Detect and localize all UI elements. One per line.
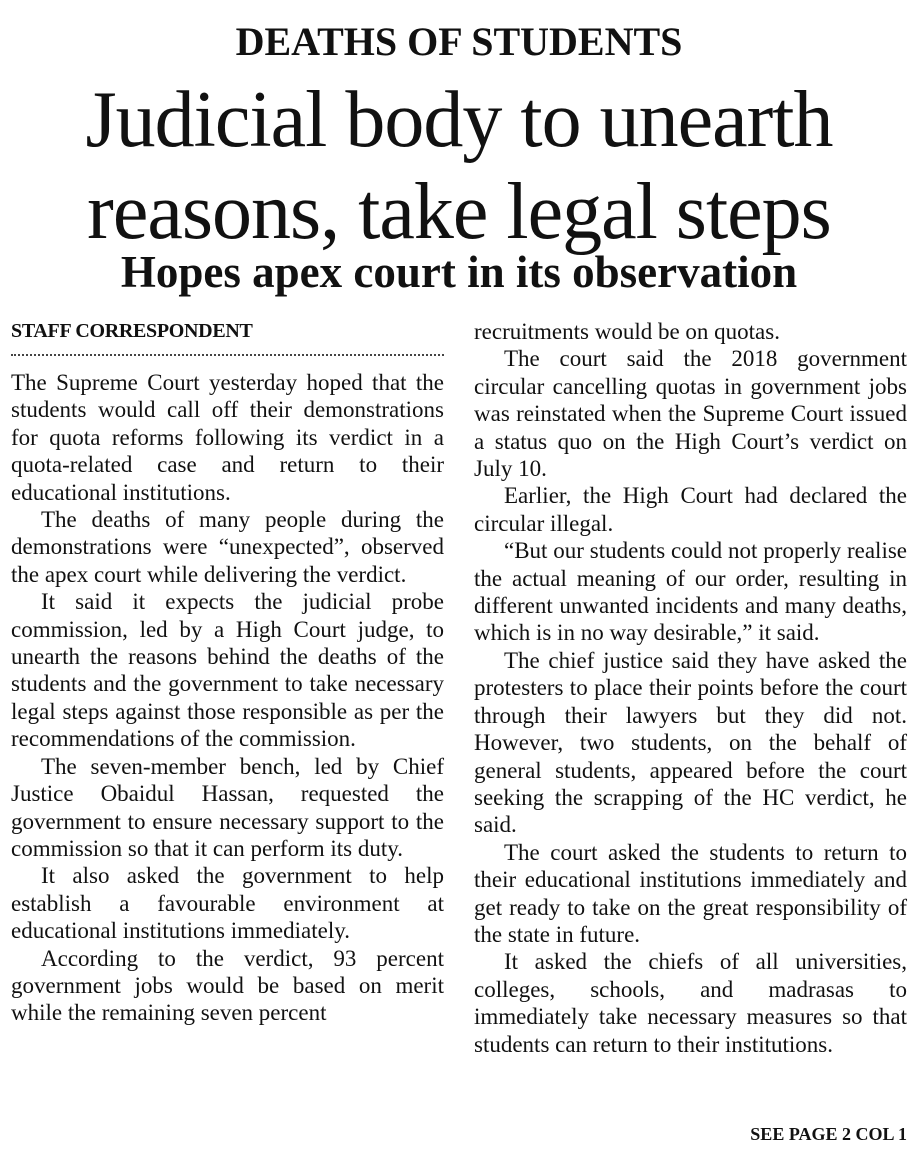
- paragraph: It said it expects the judicial probe commission, led by a High Court judge, to unearth the reasons behind the deaths of the students and the government to take necessary legal steps against those responsible as per the recommendations of the commission.: [11, 589, 444, 752]
- paragraph: Earlier, the High Court had declared the circular illegal.: [474, 483, 907, 536]
- article-column-left: [11, 369, 444, 1027]
- subheadline: Hopes apex court in its observation: [120, 247, 798, 297]
- paragraph: It also asked the government to help establish a favourable environment at educational institutions immediately.: [11, 863, 444, 944]
- paragraph: The court asked the students to return to their educational institutions immediately and get ready to take on the great responsibility of the state in future.: [474, 839, 907, 947]
- byline: STAFF CORRESPONDENT: [11, 320, 253, 342]
- paragraph: The Supreme Court yesterday hoped that the students would call off their demonstrations for quota reforms following its verdict in a quota-related case and return to their educational institutions.: [11, 370, 444, 505]
- byline-divider: [11, 354, 444, 356]
- paragraph: It asked the chiefs of all universities, colleges, schools, and madrasas to immediately take necessary measures so that students can return to their institutions.: [474, 949, 907, 1057]
- headline-line-2: reasons, take legal steps: [87, 168, 831, 256]
- paragraph: According to the verdict, 93 percent government jobs would be based on merit while the remaining seven percent: [11, 945, 444, 1026]
- paragraph: The court said the 2018 government circular cancelling quotas in government jobs was reinstated when the Supreme Court issued a status quo on the High Court’s verdict on July 10.: [474, 346, 907, 482]
- headline-line-1: Judicial body to unearth: [85, 76, 833, 164]
- headline: [0, 74, 918, 258]
- paragraph: recruitments would be on quotas.: [474, 319, 780, 344]
- paragraph: The seven-member bench, led by Chief Justice Obaidul Hassan, requested the government to ensure necessary support to the commission so that it can perform its duty.: [11, 753, 444, 861]
- continued-jump-line: SEE PAGE 2 COL 1: [750, 1124, 907, 1144]
- paragraph: The chief justice said they have asked the protesters to place their points before the court through their lawyers but they did not. However, two students, on the behalf of general students, appeared before the court seeking the scrapping of the HC verdict, he said.: [474, 647, 907, 838]
- article-column-right: [474, 318, 907, 1058]
- paragraph: “But our students could not properly realise the actual meaning of our order, resulting in different unwanted incidents and many deaths, which is in no way desirable,” it said.: [474, 538, 907, 646]
- paragraph: The deaths of many people during the demonstrations were “unexpected”, observed the apex court while delivering the verdict.: [11, 507, 444, 587]
- kicker: DEATHS OF STUDENTS: [235, 19, 683, 64]
